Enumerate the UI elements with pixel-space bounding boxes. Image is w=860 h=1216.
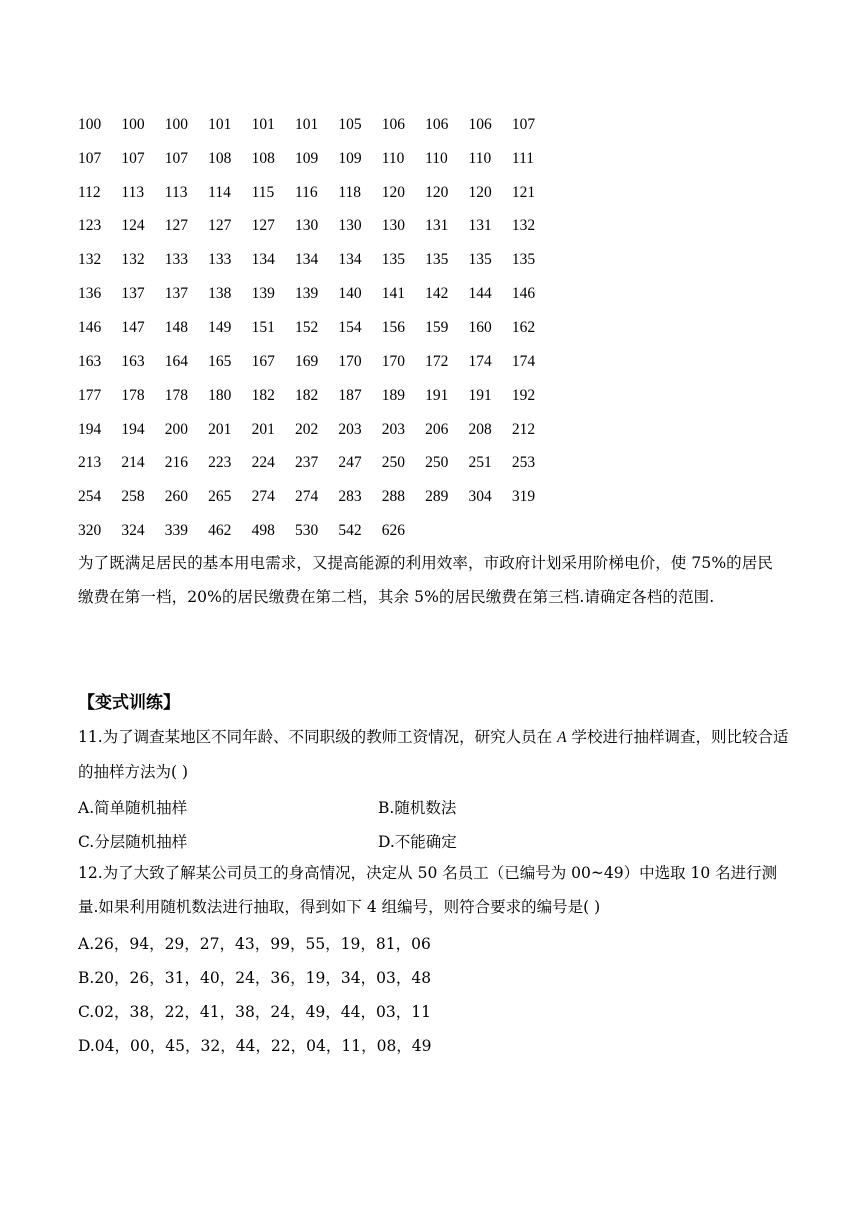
data-cell: 105 [338, 115, 362, 133]
data-cell: 163 [78, 352, 102, 370]
question-12-option-b: B.20，26，31，40，24，36，19，34，03，48 [78, 969, 432, 987]
data-cell: 107 [511, 115, 536, 133]
data-cell: 626 [381, 522, 405, 540]
data-cell: 174 [511, 352, 536, 370]
data-cell: 162 [511, 318, 536, 336]
data-cell: 203 [381, 420, 405, 438]
data-cell: 304 [468, 488, 492, 506]
data-cell: 112 [78, 183, 101, 201]
data-cell: 137 [121, 285, 145, 303]
data-cell: 107 [164, 149, 189, 167]
data-cell: 156 [381, 318, 405, 336]
data-cell: 274 [251, 488, 275, 506]
data-row [78, 277, 555, 311]
data-cell: 139 [251, 285, 275, 303]
data-cell: 320 [78, 522, 102, 540]
data-cell: 120 [425, 183, 449, 201]
data-row [78, 311, 555, 345]
data-cell: 106 [468, 115, 492, 133]
data-cell: 201 [251, 420, 275, 438]
data-cell: 110 [468, 149, 492, 167]
data-cell: 120 [381, 183, 405, 201]
data-cell: 144 [468, 285, 492, 303]
data-row [78, 413, 555, 447]
data-cell: 148 [164, 318, 189, 336]
data-cell: 253 [511, 454, 536, 472]
data-cell: 274 [294, 488, 319, 506]
question-11-stem [78, 720, 790, 789]
data-cell: 213 [78, 454, 102, 472]
data-cell: 206 [425, 420, 449, 438]
data-cell: 182 [294, 386, 319, 404]
data-row [78, 480, 555, 514]
data-cell: 260 [164, 488, 189, 506]
data-cell: 542 [338, 522, 362, 540]
data-cell: 127 [208, 217, 232, 235]
data-cell: 194 [121, 420, 145, 438]
data-cell: 135 [425, 251, 449, 269]
data-row [78, 446, 555, 480]
data-cell: 288 [381, 488, 405, 506]
data-cell: 167 [251, 352, 275, 370]
data-cell: 134 [294, 251, 319, 269]
data-cell: 187 [338, 386, 362, 404]
data-cell: 170 [381, 352, 405, 370]
data-cell: 147 [121, 318, 145, 336]
data-row [78, 108, 555, 142]
data-cell: 110 [381, 149, 405, 167]
data-cell: 116 [294, 183, 318, 201]
data-row [78, 243, 555, 277]
data-cell: 101 [294, 115, 319, 133]
data-row [78, 514, 555, 548]
electricity-usage-data-table [78, 108, 555, 548]
data-cell: 142 [425, 285, 449, 303]
data-cell: 121 [511, 183, 536, 201]
data-cell: 124 [121, 217, 145, 235]
data-cell: 100 [164, 115, 189, 133]
data-cell: 146 [511, 285, 536, 303]
data-cell: 258 [121, 488, 145, 506]
data-cell: 191 [468, 386, 492, 404]
data-cell: 123 [78, 217, 102, 235]
data-cell: 324 [121, 522, 145, 540]
data-cell: 201 [208, 420, 232, 438]
data-cell: 115 [251, 183, 275, 201]
data-cell: 178 [121, 386, 145, 404]
data-cell: 141 [381, 285, 405, 303]
data-cell: 135 [511, 251, 536, 269]
data-cell: 250 [425, 454, 449, 472]
data-cell: 136 [78, 285, 102, 303]
data-row [78, 379, 555, 413]
data-cell: 223 [208, 454, 232, 472]
data-cell: 216 [164, 454, 189, 472]
data-cell: 127 [251, 217, 275, 235]
data-cell: 118 [338, 183, 362, 201]
data-cell: 178 [164, 386, 189, 404]
data-cell: 108 [208, 149, 232, 167]
data-cell: 224 [251, 454, 275, 472]
data-cell: 192 [511, 386, 536, 404]
data-cell: 169 [294, 352, 319, 370]
data-cell: 133 [164, 251, 189, 269]
data-cell: 130 [294, 217, 319, 235]
data-cell: 106 [425, 115, 449, 133]
data-cell: 250 [381, 454, 405, 472]
data-cell: 137 [164, 285, 189, 303]
data-cell: 135 [381, 251, 405, 269]
data-cell: 111 [511, 149, 535, 167]
data-cell: 107 [121, 149, 145, 167]
question-12-option-d: D.04，00，45，32，44，22，04，11，08，49 [78, 1037, 432, 1055]
problem-text: 为了既满足居民的基本用电需求，又提高能源的利用效率，市政府计划采用阶梯电价，使 75%的居民缴费在第一档，20%的居民缴费在第二档，其余 5%的居民缴费在第三档.请确定各档的范围. [78, 554, 773, 606]
data-cell: 134 [338, 251, 362, 269]
data-cell: 106 [381, 115, 405, 133]
data-row [78, 142, 555, 176]
data-cell: 132 [121, 251, 145, 269]
data-cell: 130 [338, 217, 362, 235]
data-cell: 130 [381, 217, 405, 235]
data-cell: 203 [338, 420, 362, 438]
data-cell: 113 [121, 183, 145, 201]
data-cell: 200 [164, 420, 189, 438]
data-cell: 177 [78, 386, 102, 404]
data-cell: 462 [208, 522, 232, 540]
data-cell: 159 [425, 318, 449, 336]
data-cell: 289 [425, 488, 449, 506]
school-label: A [557, 729, 567, 746]
data-cell: 120 [468, 183, 492, 201]
data-cell: 151 [251, 318, 275, 336]
data-cell: 100 [78, 115, 102, 133]
data-cell: 202 [294, 420, 319, 438]
data-cell: 131 [425, 217, 449, 235]
question-12-stem: 12.为了大致了解某公司员工的身高情况，决定从 50 名员工（已编号为 00~49）中选取 10 名进行测量.如果利用随机数法进行抽取，得到如下 4 组编号，则符合要求的编号是( ) [78, 864, 778, 916]
data-cell: 110 [425, 149, 448, 167]
question-11-stem-after: 学校进行抽样调查，则比较合适的抽样方法为( ) [78, 728, 789, 781]
data-cell: 154 [338, 318, 362, 336]
question-11-option-c: C.分层随机抽样 [78, 833, 188, 851]
data-cell: 283 [338, 488, 362, 506]
question-11-stem-before: 11.为了调查某地区不同年龄、不同职级的教师工资情况，研究人员在 [78, 728, 558, 746]
data-cell: 138 [208, 285, 232, 303]
data-cell: 140 [338, 285, 362, 303]
data-cell: 160 [468, 318, 492, 336]
data-cell: 132 [511, 217, 536, 235]
question-12-option-a: A.26，94，29，27，43，99，55，19，81，06 [78, 935, 431, 953]
data-cell: 265 [208, 488, 232, 506]
data-cell: 127 [164, 217, 189, 235]
data-cell: 108 [251, 149, 275, 167]
data-cell: 113 [164, 183, 188, 201]
data-cell: 189 [381, 386, 405, 404]
data-cell: 251 [468, 454, 492, 472]
data-cell: 134 [251, 251, 275, 269]
data-cell: 149 [208, 318, 232, 336]
data-cell: 152 [294, 318, 319, 336]
data-cell: 247 [338, 454, 362, 472]
data-cell: 163 [121, 352, 145, 370]
data-cell: 254 [78, 488, 102, 506]
data-cell: 182 [251, 386, 275, 404]
data-cell: 101 [251, 115, 275, 133]
data-cell: 100 [121, 115, 145, 133]
data-cell: 180 [208, 386, 232, 404]
data-cell: 131 [468, 217, 492, 235]
data-cell: 109 [294, 149, 319, 167]
question-11-option-d: D.不能确定 [378, 833, 457, 851]
data-cell: 530 [294, 522, 319, 540]
data-cell: 170 [338, 352, 362, 370]
data-cell: 146 [78, 318, 102, 336]
data-cell: 164 [164, 352, 189, 370]
data-cell: 133 [208, 251, 232, 269]
data-row [78, 176, 555, 210]
data-cell: 109 [338, 149, 362, 167]
data-cell: 237 [294, 454, 319, 472]
data-cell: 339 [164, 522, 189, 540]
data-cell: 191 [425, 386, 449, 404]
data-cell: 135 [468, 251, 492, 269]
question-12-option-c: C.02，38，22，41，38，24，49，44，03，11 [78, 1003, 431, 1021]
question-11-option-b: B.随机数法 [378, 799, 457, 817]
data-cell: 165 [208, 352, 232, 370]
data-cell: 212 [511, 420, 536, 438]
data-cell: 172 [425, 352, 449, 370]
data-cell: 139 [294, 285, 319, 303]
data-cell: 319 [511, 488, 536, 506]
data-row [78, 345, 555, 379]
section-title: 【变式训练】 [78, 693, 180, 713]
data-cell: 107 [78, 149, 102, 167]
data-cell: 194 [78, 420, 102, 438]
question-11-option-a: A.简单随机抽样 [78, 799, 188, 817]
data-cell: 101 [208, 115, 232, 133]
data-cell: 132 [78, 251, 102, 269]
data-cell: 214 [121, 454, 145, 472]
data-cell: 498 [251, 522, 275, 540]
data-cell: 174 [468, 352, 492, 370]
data-row [78, 210, 555, 244]
data-cell: 114 [208, 183, 231, 201]
data-cell: 208 [468, 420, 492, 438]
